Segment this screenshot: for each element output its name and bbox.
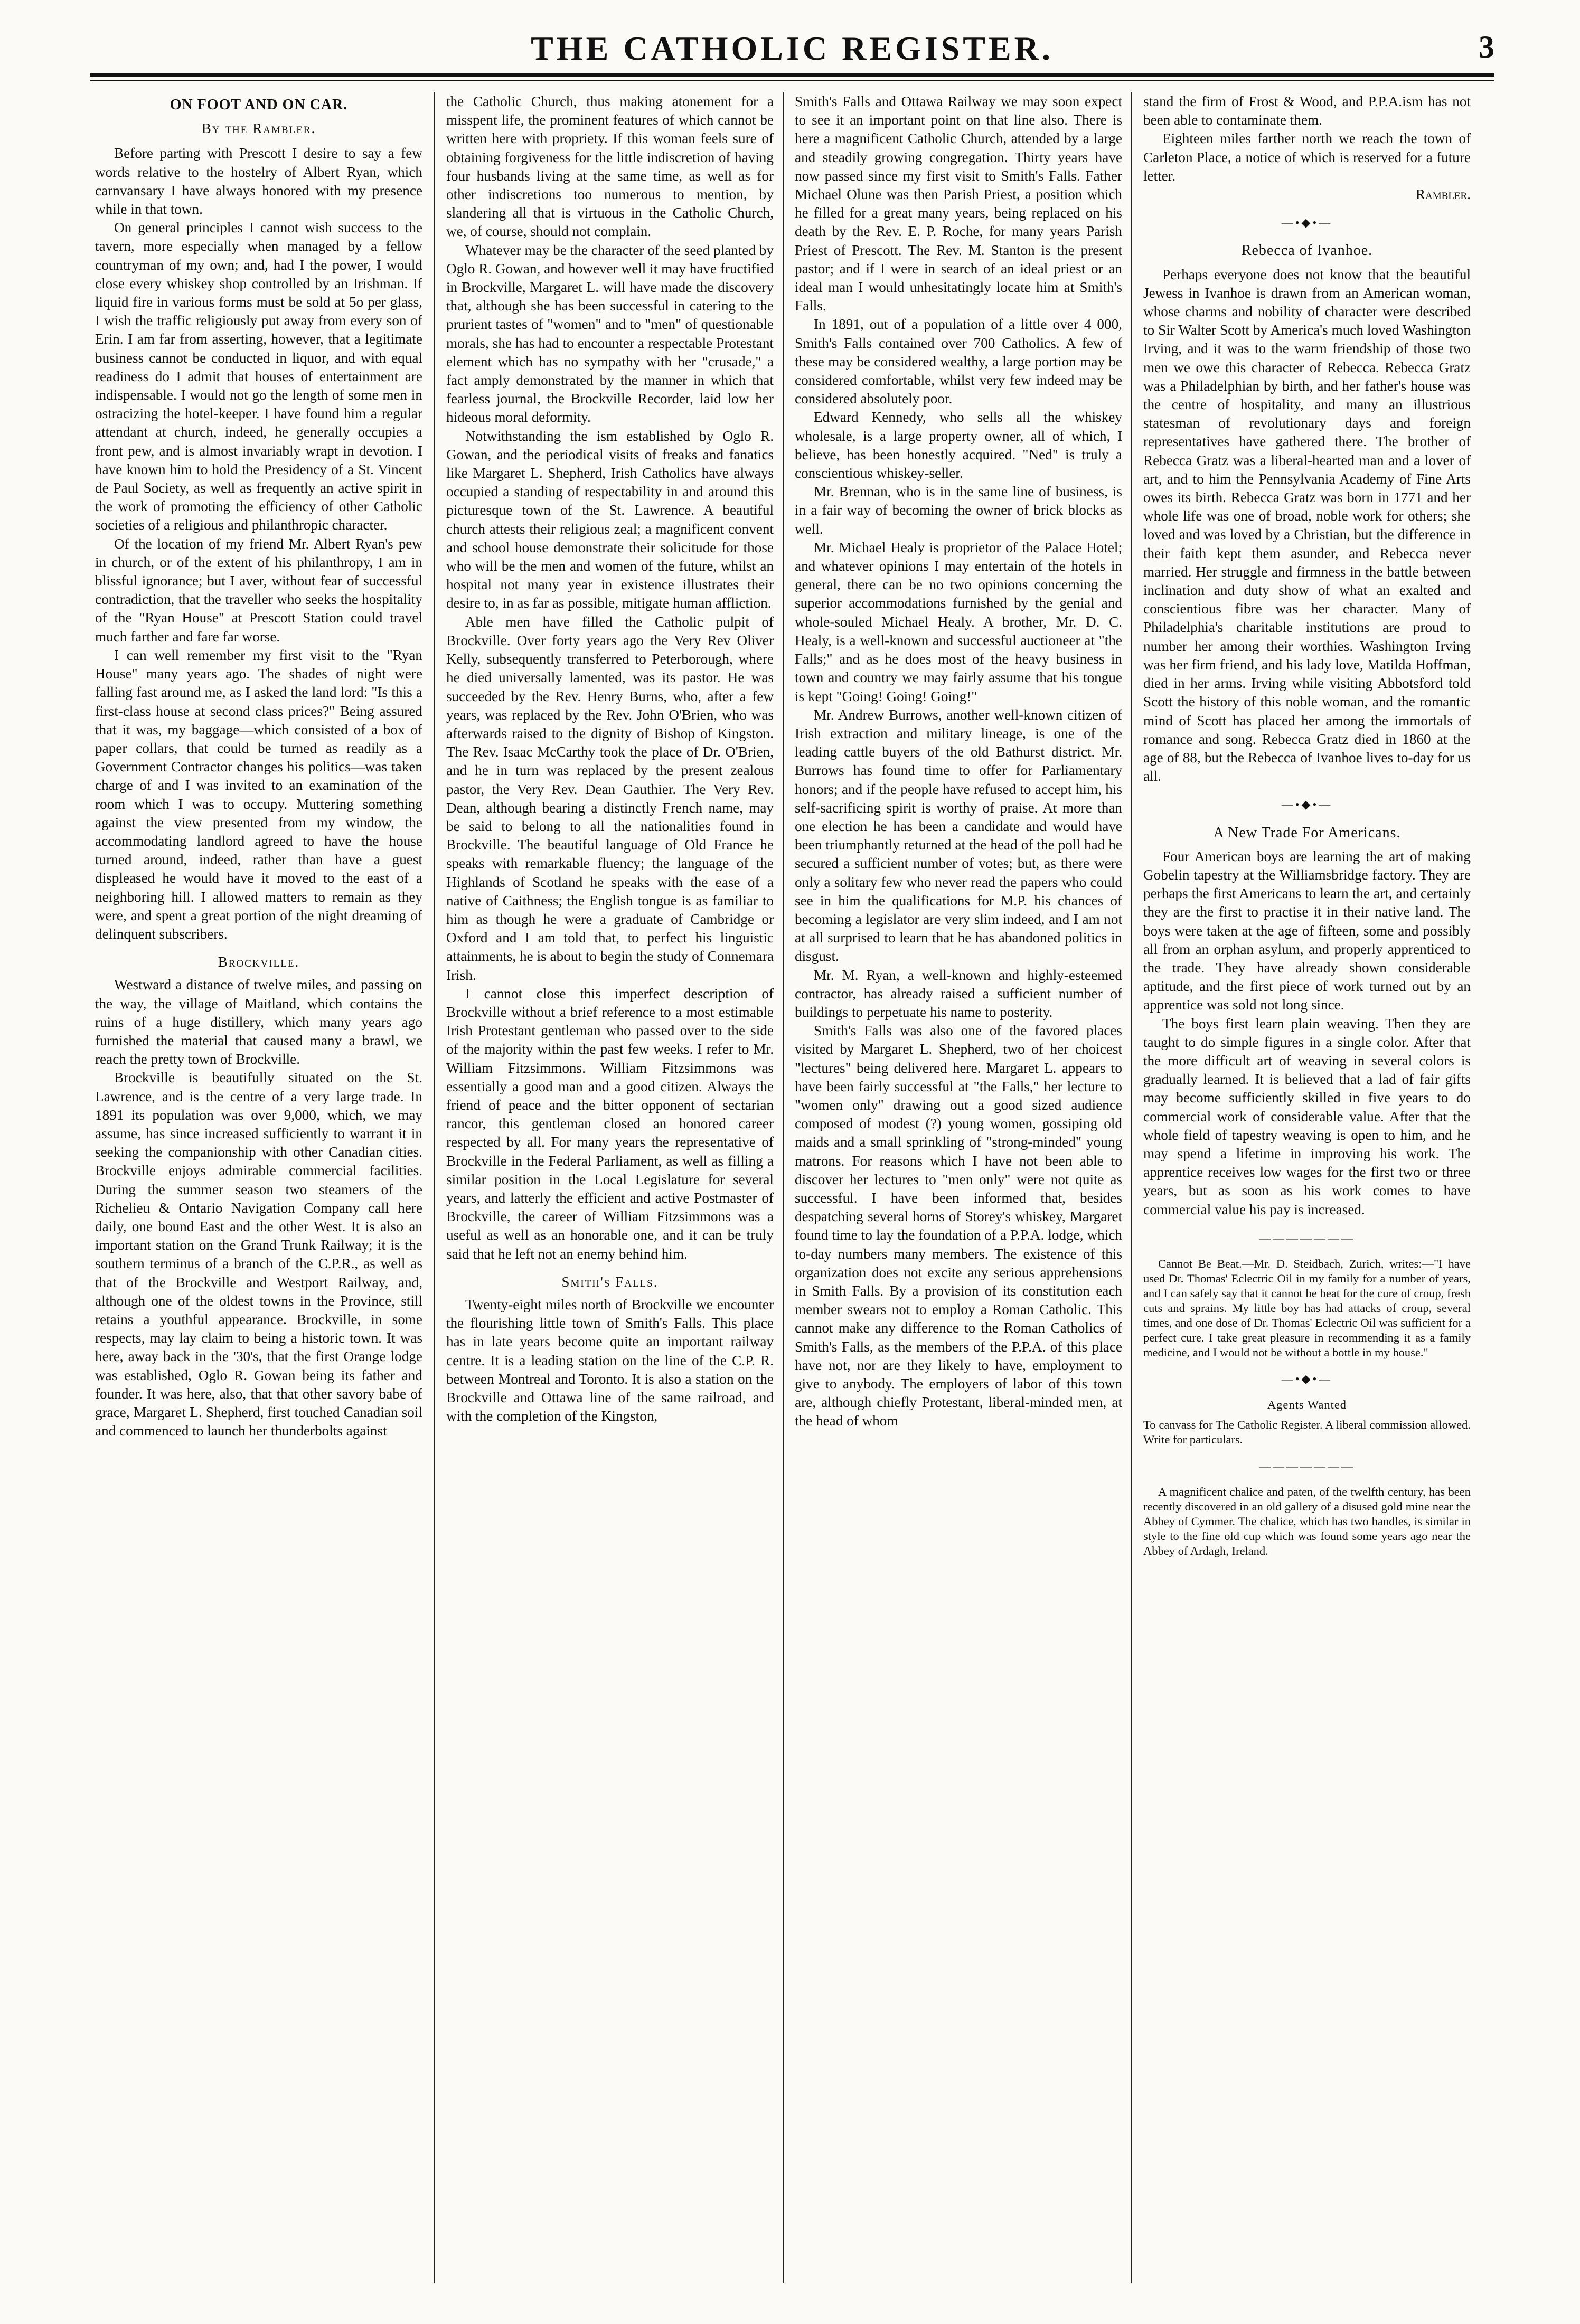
divider-ornament: —•◆•— (1281, 798, 1333, 811)
ad-text: Cannot Be Beat.—Mr. D. Steidbach, Zurich, writes:—"I have used Dr. Thomas' Eclectric Oil in my family for a number of years, and I can safely say that it cannot be beat for the cure of croup, fresh cuts and sprains. My little boy has had attacks of croup, several times, and one dose of Dr. Thomas' Eclectric Oil was sufficient for a perfect cure. I take great pleasure in recommending it as a family medicine, and I would not be without a bottle in my house." (1143, 1257, 1471, 1359)
masthead-rule-thin (90, 80, 1494, 81)
advertisement (1143, 1418, 1471, 1447)
article-heading: Rebecca of Ivanhoe. (1241, 242, 1373, 259)
paragraph: stand the firm of Frost & Wood, and P.P.A.ism has not been able to contaminate them. (1143, 93, 1471, 128)
column-rule (1131, 92, 1132, 2283)
news-text: A magnificent chalice and paten, of the twelfth century, has been recently discovered in an old gallery of a disused gold mine near the Abbey of Cymmer. The chalice, which has two handles, is similar in style to the fine old cup which was found some years ago near the Abbey of Ardagh, Ireland. (1143, 1485, 1471, 1558)
column-rule (783, 92, 784, 2283)
paragraph: On general principles I cannot wish success to the tavern, more especially when managed by a fellow countryman of my own; and, had I the power, I would close every whiskey shop controlled by an Irishman. If liquid fire in various forms must be sold at 5o per glass, I wish the traffic religiously put away from every son of Erin. I am far from asserting, however, that a legitimate business cannot be conducted in liquor, and with equal readiness do I admit that houses of entertainment are indispensable. I would not go the length of some men in ostracizing the hotel-keeper. I have found him a regular attendant at church, indeed, he generally occupies a front pew, and is almost invariably wrapt in devotion. I have known him to hold the Presidency of a St. Vincent de Paul Society, as well as frequently an active spirit in the work of promoting the efficiency of other Catholic societies of a religious and philanthropic character. (95, 220, 422, 533)
column-4 (1143, 92, 1471, 2283)
subheading: Brockville. (218, 954, 300, 970)
news-item (1143, 1485, 1471, 1558)
paragraph: In 1891, out of a population of a little over 4 000, Smith's Falls contained over 700 Catholics. A few of these may be considered wealthy, a large portion may be considered comfortable, whilst very few indeed may be considered absolutely poor. (795, 316, 1122, 407)
paragraph: Mr. M. Ryan, a well-known and highly-esteemed contractor, has already raised a sufficient number of buildings to perpetuate his name to posterity. (795, 967, 1122, 1020)
paragraph: Twenty-eight miles north of Brockville we encounter the flourishing little town of Smith's Falls. This place has in late years become quite an important railway centre. It is a leading station on the line of the C.P. R. between Montreal and Toronto. It is also a station on the Brockville and Ottawa line of the same railroad, and with the completion of the Kingston, (446, 1297, 774, 1424)
column-rule (434, 92, 435, 2283)
paragraph: Able men have filled the Catholic pulpit of Brockville. Over forty years ago the Very Rev Oliver Kelly, subsequently transferred to Peterborough, where he died universally lamented, was its pastor. He was succeeded by the Rev. Henry Burns, who, after a few years, was replaced by the Rev. John O'Brien, who was afterwards raised to the dignity of Bishop of Kingston. The Rev. Isaac McCarthy took the place of Dr. O'Brien, and he in turn was replaced by the present zealous pastor, the Very Rev. Dean Gauthier. The Very Rev. Dean, although bearing a distinctly French name, may be said to belong to all the nationalities found in Brockville. The beautiful language of Old France he speaks with remarkable fluency; the language of the Highlands of Scotland he speaks with the ease of a native of Caithness; the English tongue is as familiar to him as though he were a graduate of Cambridge or Oxford and I am told that, to perfect his linguistic attainments, he is about to begin the study of Connemara Irish. (446, 613, 774, 983)
divider-rule: ——————— (1259, 1231, 1355, 1244)
paragraph: Perhaps everyone does not know that the beautiful Jewess in Ivanhoe is drawn from an American woman, whose charms and nobility of character were described to Sir Walter Scott by America's much loved Washington Irving, and it was to the warm friendship of those two men we owe this character of Rebecca. Rebecca Gratz was a Philadelphian by birth, and her father's house was the centre of hospitality, and many an illustrious statesman of revolutionary days and foreign representatives have gathered there. The brother of Rebecca Gratz was a liberal-hearted man and a lover of art, and to him the Pennsylvania Academy of Fine Arts owes its birth. Rebecca Gratz was born in 1771 and her whole life was one of broad, noble work for others; she loved and was loved by a Christian, but the difference in their faith kept them asunder, and Rebecca never married. Her struggle and firmness in the battle between inclination and duty show of what an exalted and conscientious fibre was her character. Many of Philadelphia's charitable institutions are proud to number her among their worthies. Washington Irving was her firm friend, and his lady love, Matilda Hoffman, died in her arms. Irving while visiting Abbotsford told Scott the history of this noble woman, and the romantic mind of Scott has placed her among the immortals of romance and song. Rebecca Gratz died in 1860 at the age of 88, but the Rebecca of Ivanhoe lives to-day for us all. (1143, 266, 1471, 785)
paragraph: Of the location of my friend Mr. Albert Ryan's pew in church, or of the extent of his philanthropy, I am in blissful ignorance; but I aver, without fear of successful contradiction, that the traveller who seeks the hospitality of the "Ryan House" at Prescott Station could travel much farther and fare far worse. (95, 535, 422, 645)
paragraph: I cannot close this imperfect description of Brockville without a brief reference to a most estimable Irish Protestant gentleman who passed over to the side of the majority within the past few weeks. I refer to Mr. William Fitzsimmons. William Fitzsimmons was essentially a good man and a good citizen. Always the friend of peace and the bitter opponent of sectarian rancor, this gentleman closed an honored career respected by all. For many years the representative of Brockville in the Federal Parliament, as well as filling a similar position in the Local Legislature for several years, and latterly the efficient and active Postmaster of Brockville, the career of William Fitzsimmons was a useful as well as an honorable one, and it can be truly said that he left not an enemy behind him. (446, 985, 774, 1262)
paragraph: Eighteen miles farther north we reach the town of Carleton Place, a notice of which is reserved for a future letter. (1143, 130, 1471, 184)
paragraph: Mr. Michael Healy is proprietor of the Palace Hotel; and whatever opinions I may entertain of the hotels in general, there can be no two opinions concerning the superior accommodations furnished by the genial and whole-souled Michael Healy. A brother, Mr. D. C. Healy, is a well-known and successful auctioneer at "the Falls;" and as he does most of the heavy business in town and country we may fairly assume that his tongue is kept "Going! Going! Going!" (795, 539, 1122, 704)
advertisement (1143, 1257, 1471, 1360)
paragraph: Notwithstanding the ism established by Oglo R. Gowan, and the periodical visits of freaks and fanatics like Margaret L. Shepherd, Irish Catholics have always occupied a standing of respectability in and around this picturesque town of the St. Lawrence. A beautiful church attests their religious zeal; a magnificent convent and school house demonstrate their solicitude for those who will be the men and women of the future, whilst an hospital not many year in existence illustrates their desire to, in as far as possible, mitigate human affliction. (446, 428, 774, 611)
paragraph: Mr. Brennan, who is in the same line of business, is in a fair way of becoming the owner of brick blocks as well. (795, 484, 1122, 537)
paragraph: Brockville is beautifully situated on the St. Lawrence, and is the centre of a very large trade. In 1891 its population was over 9,000, which, we may assume, has since increased sufficiently to warrant it in seeking the companionship with other Canadian cities. Brockville enjoys admirable commercial facilities. During the summer season two steamers of the Richelieu & Ontario Navigation Company call here daily, one bound East and the other West. It is also an important station on the Grand Trunk Railway; it is the southern terminus of a branch of the C.P.R., as well as that of the Brockville and Westport Railway, and, although one of the oldest towns in the Province, still retains a youthful appearance. Brockville, in some respects, may lay claim to being a historic town. It was here, away back in the '30's, that the first Orange lodge was established, Oglo R. Gowan being its father and founder. It was here, also, that that other savory babe of grace, Margaret L. Shepherd, first touched Canadian soil and commenced to launch her thunderbolts against (95, 1070, 422, 1439)
column-3 (795, 92, 1122, 2283)
ad-text: To canvass for The Catholic Register. A liberal commission allowed. Write for particulars. (1143, 1418, 1471, 1447)
paragraph: Whatever may be the character of the seed planted by Oglo R. Gowan, and however well it may have fructified in Brockville, Margaret L. will have made the discovery that, although she has been successful in catering to the prurient tastes of "women" and to "men" of questionable morals, she has had to encounter a respectable Protestant element which has no sympathy with her "crusade," a fact amply demonstrated by the manner in which that fearless journal, the Brockville Recorder, laid low her hideous moral deformity. (446, 242, 774, 426)
signature: Rambler. (1415, 186, 1471, 203)
divider-ornament: —•◆•— (1281, 1372, 1333, 1385)
paragraph: the Catholic Church, thus making atonement for a misspent life, the prominent features of which cannot be written here with propriety. If this woman feels sure of obtaining forgiveness for the little indiscretion of having four husbands living at the same time, as well as for other indiscretions too numerous to mention, by slandering all that is virtuous in the Catholic Church, we, of course, should not complain. (446, 93, 774, 240)
paragraph: I can well remember my first visit to the "Ryan House" many years ago. The shades of night were falling fast around me, as I asked the land lord: "Is this a first-class house at second class prices?" Being assured that it was, my baggage—which consisted of a box of paper collars, that could be turned as readily as a Government Contractor changes his politics—was taken charge of and I was invited to an examination of the room which I was to occupy. Muttering something against the view presented from my window, the accommodating landlord agreed to have the house turned around, indeed, rather than have a guest displeased he would have it moved to the east of a neighboring hill. I allowed matters to remain as they were, and spent a great portion of the night dreaming of delinquent subscribers. (95, 647, 422, 942)
article-byline: By the Rambler. (201, 120, 316, 137)
paragraph: Before parting with Prescott I desire to say a few words relative to the hostelry of Albert Ryan, which carnvansary I have always honored with my presence while in that town. (95, 145, 422, 218)
paragraph: Smith's Falls was also one of the favored places visited by Margaret L. Shepherd, two of her choicest "lectures" being delivered here. Margaret L. appears to have been fairly successful at "the Falls," her lecture to "women only" drawing out a good sized audience composed of modest (?) young women, gossiping old maids and a small sprinkling of "strong-minded" young matrons. For reasons which I have not been able to discover her lectures to "men only" were not quite as successful. I have been informed that, besides despatching several horns of Storey's whiskey, Margaret found time to lay the foundation of a P.P.A. lodge, which to-day numbers many members. The existence of this organization does not excite any serious apprehensions in Smith Falls. By a provision of its constitution each member swears not to employ a Roman Catholic. This cannot make any difference to the Roman Catholics of Smith's Falls, as the members of the P.P.A. of this place have not, nor are they likely to have, employment to give to anybody. The employers of labor of this town are, although chiefly Protestant, liberal-minded men, at the head of whom (795, 1023, 1122, 1429)
paragraph: The boys first learn plain weaving. Then they are taught to do simple figures in a single color. After that the more difficult art of weaving in several colors is gradually learned. It is believed that a lad of fair gifts may become sufficiently skilled in five years to do commercial work of considerable value. After that the whole field of tapestry weaving is open to him, and he may spend a lifetime in improving his work. The apprentice receives low wages for the first two or three years, but as soon as his work comes to have commercial value his pay is increased. (1143, 1015, 1471, 1217)
paragraph: Smith's Falls and Ottawa Railway we may soon expect to see it an important point on that line also. There is here a magnificent Catholic Church, attended by a large and steadily growing congregation. Thirty years have now passed since my first visit to Smith's Falls. Father Michael Olune was then Parish Priest, a position which he filled for a great many years, being replaced on his death by the Rev. E. P. Roche, for many years Parish Priest of Prescott. The Rev. M. Stanton is the present pastor; and if I were in search of an ideal priest or an ideal man I would unhesitatingly locate him at Smith's Falls. (795, 93, 1122, 314)
divider-rule: ——————— (1259, 1459, 1355, 1473)
subheading: Smith's Falls. (561, 1273, 659, 1290)
newspaper-title: THE CATHOLIC REGISTER. (531, 30, 1054, 67)
column-1 (95, 92, 422, 2283)
paragraph: Edward Kennedy, who sells all the whiskey wholesale, is a large property owner, all of which, I believe, has been honestly acquired. "Ned" is truly a conscientious whiskey-seller. (795, 409, 1122, 481)
paragraph: Four American boys are learning the art of making Gobelin tapestry at the Williamsbridge factory. They are perhaps the first Americans to learn the art, and certainly they are the first to practise it in their native land. The boys were taken at the age of fifteen, some and possibly all from an orphan asylum, and properly apprenticed to the trade. They have already shown considerable aptitude, and the first piece of work turned out by an apprentice was sold not long since. (1143, 848, 1471, 1013)
article-heading: ON FOOT AND ON CAR. (170, 97, 348, 113)
paragraph: Mr. Andrew Burrows, another well-known citizen of Irish extraction and military lineage, is one of the leading cattle buyers of the old Bathurst district. Mr. Burrows has found time to offer for Parliamentary honors; and if the people have refused to accept him, his self-sacrificing spirit is worthy of praise. At more than one election he has been a candidate and would have been triumphantly returned at the head of the poll had he secured a sufficient number of votes; but, as there were only a solitary few who never read the papers who could see in him the qualifications for M.P. his chances of becoming a legislator are very slim indeed, and I am not at all surprised to learn that he has abandoned politics in disgust. (795, 706, 1122, 965)
ad-heading: Agents Wanted (1267, 1398, 1347, 1412)
article-heading: A New Trade For Americans. (1213, 824, 1401, 841)
masthead-rule (90, 73, 1494, 77)
page-number: 3 (1479, 30, 1494, 64)
masthead (90, 29, 1494, 71)
paragraph: Westward a distance of twelve miles, and passing on the way, the village of Maitland, which contains the ruins of a huge distillery, which many years ago furnished the material that caused many a brawl, we reach the pretty town of Brockville. (95, 977, 422, 1067)
divider-ornament: —•◆•— (1281, 216, 1333, 230)
column-2 (446, 92, 774, 2283)
